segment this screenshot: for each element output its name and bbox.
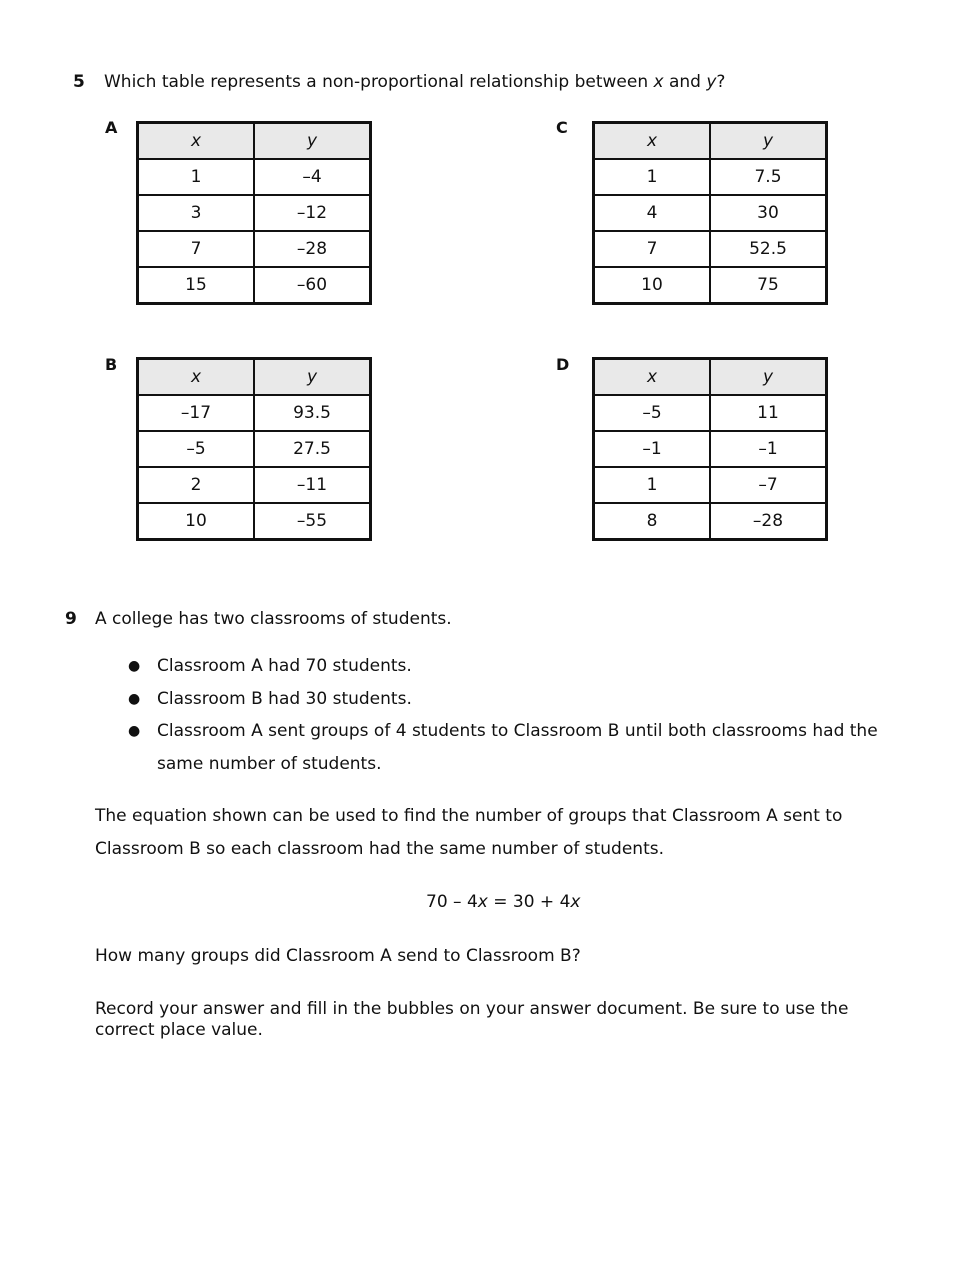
table-cell: –17 (138, 395, 255, 431)
option-b-table (136, 357, 372, 541)
table-cell: 4 (594, 195, 711, 231)
table-cell: 10 (594, 267, 711, 304)
table-header-cell: y (710, 359, 827, 396)
list-item: ● Classroom B had 30 students. (157, 683, 412, 716)
table-cell: –4 (254, 159, 371, 195)
table-header-cell: x (594, 123, 711, 160)
table-cell: 7.5 (710, 159, 827, 195)
question-paragraph: The equation shown can be used to find the number of groups that Classroom A sent to Classroom B so each classroom had the same number of students. (95, 806, 843, 859)
table-cell: 1 (594, 467, 711, 503)
option-label-c[interactable]: C (556, 118, 568, 137)
table-cell: 30 (710, 195, 827, 231)
table-cell: –12 (254, 195, 371, 231)
bullet-icon: ● (128, 691, 141, 707)
question-number: 9 (65, 609, 77, 629)
table-cell: 1 (138, 159, 255, 195)
question-text: Which table represents a non-proportional relationship between x and y? (104, 72, 726, 92)
table-cell: 7 (138, 231, 255, 267)
question-intro: A college has two classrooms of students. (95, 609, 452, 629)
table-cell: 10 (138, 503, 255, 540)
table-cell: –28 (254, 231, 371, 267)
table-cell: –5 (138, 431, 255, 467)
table-cell: –1 (710, 431, 827, 467)
table-cell: 15 (138, 267, 255, 304)
table-cell: 27.5 (254, 431, 371, 467)
table-header-cell: x (138, 123, 255, 160)
answer-instructions: Record your answer and fill in the bubbles on your answer document. Be sure to use the correct place value. (95, 999, 849, 1040)
question-prompt: How many groups did Classroom A send to Classroom B? (95, 946, 581, 966)
option-label-b[interactable]: B (105, 355, 118, 374)
table-cell: –28 (710, 503, 827, 540)
option-label-d[interactable]: D (556, 355, 570, 374)
table-cell: 1 (594, 159, 711, 195)
table-header-cell: y (710, 123, 827, 160)
table-cell: –7 (710, 467, 827, 503)
option-c-table (592, 121, 828, 305)
table-cell: 3 (138, 195, 255, 231)
table-cell: 8 (594, 503, 711, 540)
table-header-cell: x (594, 359, 711, 396)
table-cell: 7 (594, 231, 711, 267)
table-cell: 11 (710, 395, 827, 431)
bullet-icon: ● (128, 723, 141, 739)
table-cell: –55 (254, 503, 371, 540)
table-cell: 93.5 (254, 395, 371, 431)
table-header-cell: x (138, 359, 255, 396)
bullet-icon: ● (128, 658, 141, 674)
list-item: ● Classroom A sent groups of 4 students to Classroom B until both classrooms had the same number of students. (157, 715, 878, 781)
option-label-a[interactable]: A (105, 118, 118, 137)
option-d-table (592, 357, 828, 541)
equation: 70 – 4x = 30 + 4x (426, 892, 581, 912)
table-header-cell: y (254, 359, 371, 396)
table-cell: –11 (254, 467, 371, 503)
table-cell: –1 (594, 431, 711, 467)
table-header-cell: y (254, 123, 371, 160)
table-cell: –5 (594, 395, 711, 431)
table-cell: –60 (254, 267, 371, 304)
table-cell: 52.5 (710, 231, 827, 267)
option-a-table (136, 121, 372, 305)
table-cell: 75 (710, 267, 827, 304)
question-number: 5 (73, 72, 85, 92)
list-item: ● Classroom A had 70 students. (157, 650, 412, 683)
table-cell: 2 (138, 467, 255, 503)
